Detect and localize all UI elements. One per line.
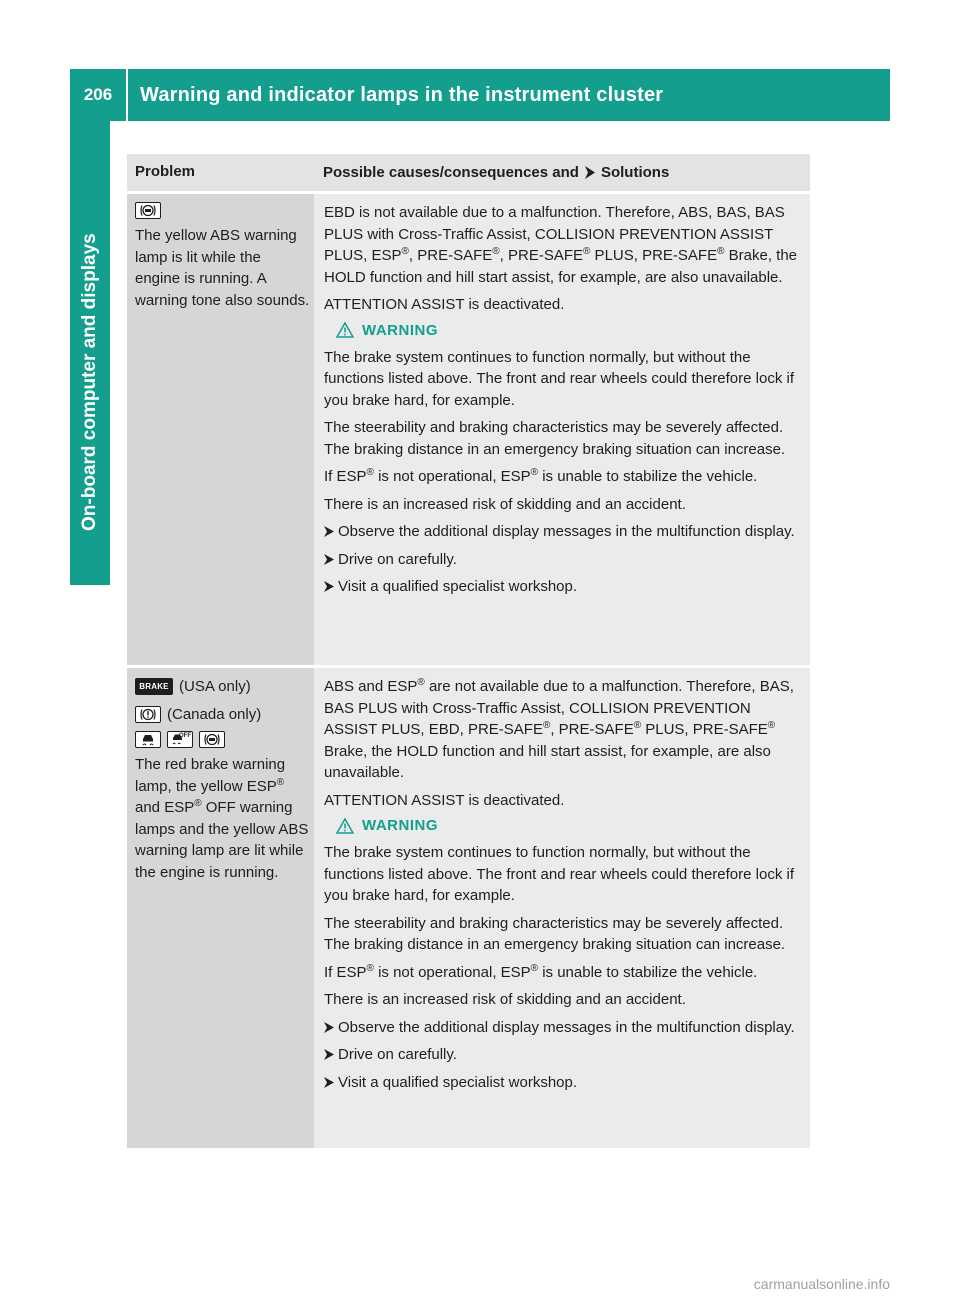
lamp-line: [135, 202, 310, 219]
cause-paragraph: ATTENTION ASSIST is deactivated.: [324, 791, 565, 809]
col-header-problem: Problem: [127, 154, 314, 191]
esp-icon: [135, 731, 161, 748]
warning-heading: [336, 322, 806, 339]
solution-step: [324, 549, 806, 571]
solution-arrow-icon: [584, 166, 596, 179]
text-run: is not operational, ESP: [373, 468, 531, 485]
problem-table: [127, 154, 810, 1148]
lamp-line: [135, 731, 310, 748]
warning-label: WARNING: [362, 817, 438, 834]
warning-paragraph: The brake system continues to function normally, but without the functions listed above. The front and rear wheels could therefore lock if you brake hard, for example.: [324, 844, 794, 904]
warning-paragraph: The brake system continues to function normally, but without the functions listed above. The front and rear wheels could therefore lock if you brake hard, for example.: [324, 348, 794, 409]
solution-step: [324, 1017, 806, 1039]
col-header-causes-text: Possible causes/consequences and: [323, 164, 579, 181]
col-header-causes: [314, 154, 669, 191]
step-arrow-icon: [324, 576, 338, 598]
text-run: , PRE-SAFE: [499, 247, 584, 264]
warning-triangle-icon: [336, 322, 354, 338]
col-header-solutions-text: Solutions: [600, 164, 670, 181]
text-run: PLUS, PRE-SAFE: [641, 721, 768, 738]
step-arrow-icon: [324, 1044, 338, 1066]
registered-mark: ®: [530, 962, 539, 974]
registered-mark: ®: [366, 962, 374, 974]
warning-paragraph: The steerability and braking characteristics may be severely affected. The braking distance in an emergency braking situation can increase.: [324, 419, 786, 458]
registered-mark: ®: [633, 720, 642, 731]
page-number: 206: [83, 85, 113, 104]
warning-paragraph: The steerability and braking characteristics may be severely affected. The braking distance in an emergency braking situation can increase.: [324, 914, 786, 953]
cause-paragraph: [324, 676, 806, 784]
text-run: Brake, the HOLD function and hill start assist, for example, are also unavailable.: [324, 742, 771, 781]
text-run: , PRE-SAFE: [550, 721, 634, 738]
causes-cell: [314, 668, 810, 1148]
step-text: Visit a qualified specialist workshop.: [338, 1073, 578, 1091]
step-arrow-icon: [324, 1017, 338, 1039]
warning-paragraph: [324, 466, 806, 488]
registered-mark: ®: [417, 677, 425, 688]
step-text: Visit a qualified specialist workshop.: [338, 578, 578, 595]
side-tab-label: On-board computer and displays: [79, 233, 100, 531]
lamp-line: [135, 704, 310, 726]
text-run: EBD is not available due to a malfunction. Therefore, ABS, BAS, BAS PLUS with Cross-Traffic Assist, COLLISION PREVENTION ASSIST PLUS, ESP: [324, 204, 785, 264]
step-text: Observe the additional display messages in the multifunction display.: [338, 1018, 795, 1036]
step-arrow-icon: [324, 1072, 338, 1094]
solution-step: [324, 521, 806, 543]
cause-paragraph: ATTENTION ASSIST is deactivated.: [324, 296, 565, 313]
registered-mark: ®: [194, 798, 202, 809]
problem-text: The yellow ABS warning lamp is lit while the engine is running. A warning tone also sounds.: [135, 227, 310, 309]
header-bar: [70, 69, 890, 121]
causes-cell: [314, 194, 810, 665]
registered-mark: ®: [530, 467, 539, 478]
esp-off-label: OFF: [179, 732, 191, 739]
page-title: Warning and indicator lamps in the instrument cluster: [140, 83, 664, 106]
table-row: [127, 665, 810, 1148]
text-run: If ESP: [324, 468, 367, 485]
solution-step: [324, 576, 806, 598]
registered-mark: ®: [717, 246, 725, 257]
step-text: Drive on carefully.: [338, 1046, 457, 1063]
problem-cell: [127, 668, 314, 1148]
warning-heading: [336, 817, 806, 834]
text-run: is not operational, ESP: [373, 963, 531, 981]
brake-icon: BRAKE: [135, 678, 173, 695]
solution-step: [324, 1072, 806, 1094]
registered-mark: ®: [542, 720, 551, 731]
registered-mark: ®: [401, 246, 409, 257]
registered-mark: ®: [276, 776, 285, 788]
warning-triangle-icon: [336, 818, 354, 834]
text-run: is unable to stabilize the vehicle.: [538, 468, 758, 485]
registered-mark: ®: [767, 720, 776, 731]
text-run: , PRE-SAFE: [408, 247, 493, 264]
brake-circle-icon: [135, 706, 161, 723]
warning-label: WARNING: [362, 321, 438, 339]
text-run: The red brake warning lamp, the yellow ESP: [135, 756, 286, 795]
cause-paragraph: [324, 202, 806, 288]
text-run: is unable to stabilize the vehicle.: [538, 963, 758, 981]
step-arrow-icon: [324, 521, 338, 543]
text-run: PLUS, PRE-SAFE: [590, 247, 718, 264]
lamp-line: [135, 676, 310, 698]
warning-paragraph: [324, 962, 806, 984]
usa-only-label: (USA only): [179, 678, 251, 695]
registered-mark: ®: [492, 246, 500, 257]
text-run: If ESP: [324, 963, 367, 981]
text-run: OFF warning lamps and the yellow ABS warning lamp are lit while the engine is running.: [135, 799, 309, 881]
abs-icon: [199, 731, 225, 748]
text-run: and ESP: [135, 799, 195, 816]
text-run: Brake, the HOLD function and hill start assist, for example, are also unavailable.: [324, 247, 798, 286]
step-arrow-icon: [324, 549, 338, 571]
solution-step: [324, 1044, 806, 1066]
problem-cell: [127, 194, 314, 665]
table-header: [127, 154, 810, 191]
registered-mark: ®: [366, 467, 374, 478]
canada-only-label: (Canada only): [167, 705, 262, 723]
text-run: ABS and ESP: [324, 678, 418, 695]
step-text: Observe the additional display messages in the multifunction display.: [338, 523, 795, 540]
step-text: Drive on carefully.: [338, 550, 457, 568]
text-run: are not available due to a malfunction. Therefore, BAS, BAS PLUS with Cross-Traffic Assist, COLLISION PREVENTION ASSIST PLUS, EBD, PRE-SAFE: [324, 678, 794, 738]
problem-text: [135, 754, 310, 883]
watermark: carmanualsonline.info: [753, 1276, 890, 1292]
esp-off-icon: [167, 731, 193, 748]
abs-icon: [135, 202, 161, 219]
warning-paragraph: There is an increased risk of skidding and an accident.: [324, 495, 686, 513]
registered-mark: ®: [583, 246, 591, 257]
table-row: [127, 191, 810, 665]
warning-paragraph: There is an increased risk of skidding and an accident.: [324, 991, 686, 1008]
